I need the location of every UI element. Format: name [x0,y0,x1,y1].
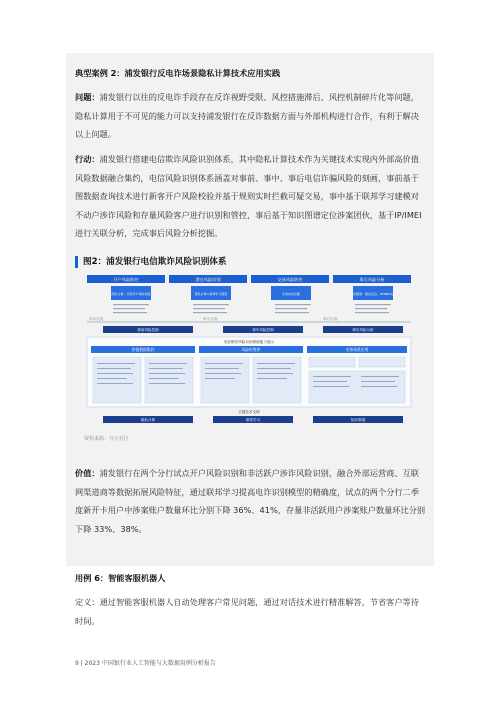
problem-paragraph [75,88,427,144]
bottom-label: 关键技术支撑 [238,410,260,414]
action-label: 行动： [75,154,100,164]
phase-note: 隐私计算+联邦学习模型 [194,292,228,296]
figure-title: 图2：浦发银行电信欺诈风险识别体系 [75,256,226,268]
detail-lines [113,304,391,313]
tech-label: 隐私计算 [140,418,156,422]
timeline-label: 事前实施 [89,317,104,321]
phase-note: 知识图谱：团伙定位、IP/IMEI关联 [350,292,396,296]
value-paragraph [75,464,427,538]
tier-label: 业务场景应用 [345,347,369,352]
mid-box-label: 事中风险控制 [252,328,274,332]
phase-note: 交易实时拦截 [281,292,301,296]
definition-text: 通过智能客服机器人自动处理客户常见问题，通过对话技术进行精准解答，节省客户等待时间。 [75,597,419,626]
tier-label: 风险标签库 [241,347,261,352]
mid-box-label: 事前风险控制 [137,328,159,332]
tier-label: 价值数据集约 [131,347,155,352]
figure [75,256,427,448]
tech-label: 知识图谱 [350,418,366,422]
problem-text: 浦发银行以往的反电诈手段存在反诈视野受限、风控措施滞后、风控机制碎片化等问题，隐私计算用于不可见的能力可以支持浦发银行在反诈数据方面与外部机构进行合作，有利于解决以上问题。 [75,92,419,139]
tech-label: 联邦学习 [245,418,261,422]
phase-label: 潜在风险识别 [195,277,221,282]
value-text: 浦发银行在两个分行试点开户风险识别和非活跃户涉诈风险识别，融合外部运营商、互联网渠道商等数据拓展风险特征，通过联邦学习提高电诈识别模型的精确度，试点的两个分行二季度新开卡用户中涉案账户数量环比分别下降 36%、41%，存量非活跃用户涉案账户数量环比分别下降 33%、38%。 [75,468,426,534]
usecase-title: 用例 6：智能客服机器人 [75,573,166,583]
figure-source: 资料来源：分公社区 [84,436,130,442]
phase-label: 事后风险分析 [359,277,385,282]
problem-label: 问题： [75,92,100,102]
value-label: 价值： [75,468,100,478]
risk-system-diagram [83,275,413,433]
case-title: 典型案例 2：浦发银行反电诈场景隐私计算技术应用实践 [75,68,281,78]
timeline-label: 事后实施 [323,317,338,321]
definition-label: 定义： [75,597,100,607]
phase-label: 交易风险防控 [277,277,303,282]
system-title: 电信欺诈风险识别系统能力展示 [223,340,275,344]
phase-label: 开户风险防控 [113,277,139,282]
page-footer: 9 | 2023 中国银行业人工智能与大数据用例分析报告 [75,660,216,667]
definition-paragraph [75,593,427,630]
action-text: 浦发银行搭建电信欺诈风险识别体系，其中隐私计算技术作为关键技术实现内外部高价值风险数据融合集约，电信风险识别体系涵盖对事前、事中、事后电信诈骗风险的刻画，事前基于图数据查询技术进行新客开户风险校验并基于规则实时拦截可疑交易，事中基于联邦学习建模对不动户涉诈风险和存量风险客户进行识别和管控，事后基于知识图谱定位涉案团伙，基于IP/IMEI进行关联分析，完成事后风险分析挖掘。 [75,154,422,238]
mid-box-label: 事后风险分析 [352,328,374,332]
timeline-label: 事中实施 [203,317,218,321]
phase-note: 隐私计算：外部开户风险校验 [111,292,151,296]
action-paragraph [75,150,427,243]
